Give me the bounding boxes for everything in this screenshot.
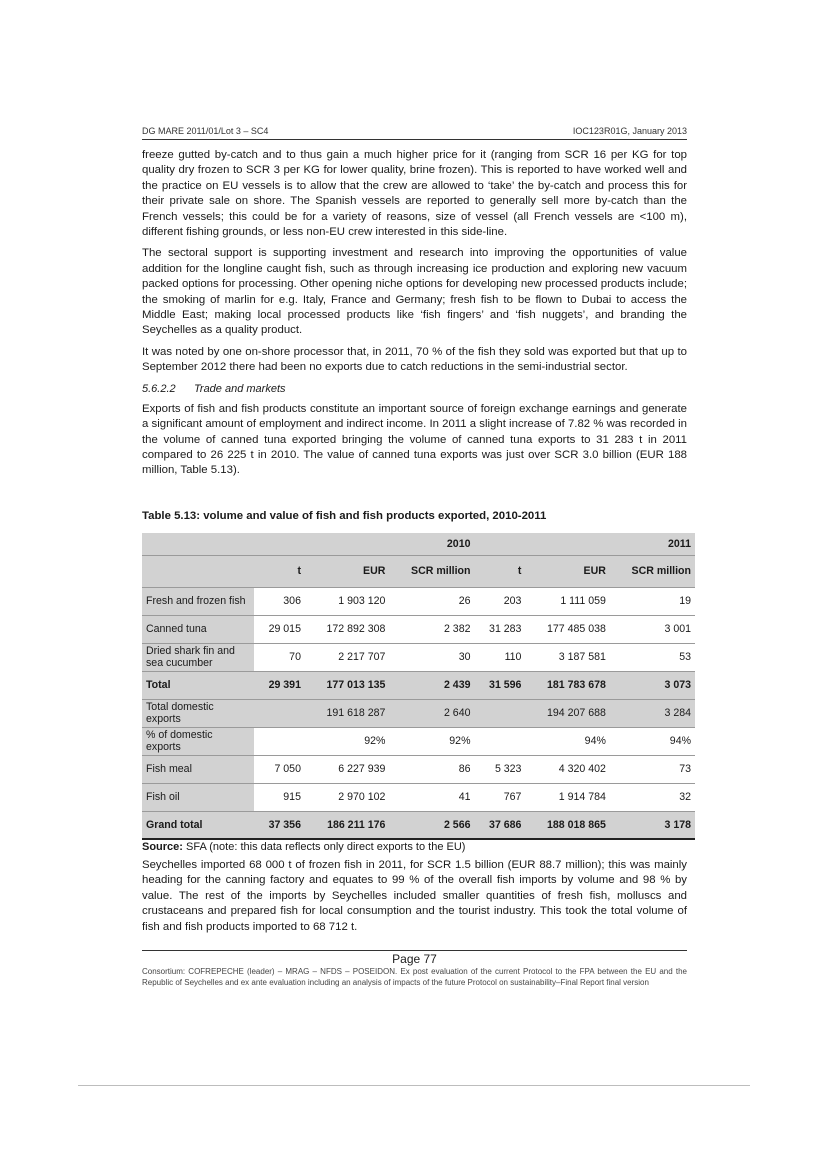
col-scr-2011: SCR million <box>610 555 695 587</box>
cell-t-2011 <box>474 727 525 755</box>
paragraph-sectoral-support: The sectoral support is supporting investment and research into improving the opportunities of value addition for the longline caught fish, such as through increasing ice production and exploring new vacuum packed options for processing. Other opening niche options for developing new processed products include; the smoking of marlin for e.g. Italy, France and Germany; fresh fish to be flown to Dubai to access the Middle East; making local processed products like ‘fish fingers’ and ‘fish nuggets’, and branding the Seychelles as a quality product. <box>142 247 687 337</box>
cell-eur-2010: 1 903 120 <box>305 587 389 615</box>
source-label: Source: <box>142 841 183 853</box>
cell-eur-2011: 3 187 581 <box>525 643 609 671</box>
cell-t-2010 <box>254 699 305 727</box>
year-2011: 2011 <box>610 533 695 555</box>
cell-eur-2010: 92% <box>305 727 389 755</box>
table-year-header <box>142 533 695 555</box>
table-row <box>142 699 695 727</box>
cell-eur-2011: 181 783 678 <box>525 671 609 699</box>
header-right: IOC123R01G, January 2013 <box>572 126 687 136</box>
cell-scr-2010: 2 640 <box>389 699 474 727</box>
cell-eur-2010: 186 211 176 <box>305 811 389 839</box>
cell-scr-2010: 26 <box>389 587 474 615</box>
subsection-title: Trade and markets <box>194 382 286 395</box>
cell-t-2011: 110 <box>474 643 525 671</box>
year-2010: 2010 <box>389 533 474 555</box>
table-caption: Table 5.13: volume and value of fish and fish products exported, 2010-2011 <box>142 510 547 522</box>
cell-t-2011: 37 686 <box>474 811 525 839</box>
footer-rule <box>142 950 687 951</box>
cell-scr-2011: 94% <box>610 727 695 755</box>
source-text: SFA (note: this data reflects only direct exports to the EU) <box>182 841 466 853</box>
page-bottom-divider <box>78 1085 750 1086</box>
row-label: Total <box>142 671 254 699</box>
cell-scr-2010: 86 <box>389 755 474 783</box>
cell-eur-2011: 188 018 865 <box>525 811 609 839</box>
paragraph-imports: Seychelles imported 68 000 t of frozen fish in 2011, for SCR 1.5 billion (EUR 88.7 million); this was mainly heading for the canning factory and equates to 99 % of the overall fish imports by volume and 98 % by value. The rest of the imports by Seychelles included smaller quantities of fresh fish, molluscs and crustaceans and prepared fish for local consumption and the tourist industry. This took the total volume of fish and fish products imported to 68 712 t. <box>142 859 687 933</box>
cell-scr-2010: 92% <box>389 727 474 755</box>
cell-t-2010: 7 050 <box>254 755 305 783</box>
cell-scr-2010: 2 382 <box>389 615 474 643</box>
paragraph-trade: Exports of fish and fish products constitute an important source of foreign exchange earnings and generate a significant amount of employment and indirect income. In 2011 a slight increase of 7.82 % was recorded in the volume of canned tuna exported bringing the volume of canned tuna exports to 31 283 t in 2011 compared to 26 225 t in 2010. The value of canned tuna exports was just over SCR 3.0 billion (EUR 188 million, Table 5.13). <box>142 402 687 477</box>
body-text <box>142 148 687 485</box>
paragraph-onshore-processor: It was noted by one on-shore processor that, in 2011, 70 % of the fish they sold was exported but that up to September 2012 there had been no exports due to catch reductions in the semi-industrial sector. <box>142 345 687 374</box>
cell-eur-2011: 1 914 784 <box>525 783 609 811</box>
header-left: DG MARE 2011/01/Lot 3 – SC4 <box>142 126 269 136</box>
cell-t-2010: 29 391 <box>254 671 305 699</box>
cell-t-2010: 70 <box>254 643 305 671</box>
row-label: Canned tuna <box>142 615 254 643</box>
cell-scr-2010: 2 566 <box>389 811 474 839</box>
row-label: Fresh and frozen fish <box>142 587 254 615</box>
header-rule <box>142 139 687 140</box>
cell-eur-2010: 6 227 939 <box>305 755 389 783</box>
table-row <box>142 727 695 755</box>
cell-t-2010: 37 356 <box>254 811 305 839</box>
table-row <box>142 643 695 671</box>
table-row <box>142 587 695 615</box>
cell-t-2010: 29 015 <box>254 615 305 643</box>
col-eur-2010: EUR <box>305 555 389 587</box>
cell-scr-2010: 30 <box>389 643 474 671</box>
cell-scr-2011: 32 <box>610 783 695 811</box>
cell-t-2011: 767 <box>474 783 525 811</box>
table-column-header <box>142 555 695 587</box>
cell-scr-2011: 73 <box>610 755 695 783</box>
cell-scr-2011: 3 001 <box>610 615 695 643</box>
running-header <box>142 126 687 140</box>
cell-t-2011: 31 596 <box>474 671 525 699</box>
col-t-2011: t <box>474 555 525 587</box>
consortium-note: Consortium: COFREPECHE (leader) – MRAG – NFDS – POSEIDON. Ex post evaluation of the current Protocol to the FPA between the EU and the Republic of Seychelles and ex ante evaluation including an analysis of impacts of the future Protocol on sustainability–Final Report final version <box>142 967 687 987</box>
cell-t-2011: 203 <box>474 587 525 615</box>
cell-scr-2011: 3 073 <box>610 671 695 699</box>
row-label: Grand total <box>142 811 254 839</box>
cell-scr-2011: 3 178 <box>610 811 695 839</box>
row-label: Dried shark fin and sea cucumber <box>142 643 254 671</box>
cell-scr-2010: 41 <box>389 783 474 811</box>
cell-t-2010: 306 <box>254 587 305 615</box>
cell-eur-2011: 4 320 402 <box>525 755 609 783</box>
cell-t-2011: 31 283 <box>474 615 525 643</box>
row-label: % of domestic exports <box>142 727 254 755</box>
cell-eur-2010: 177 013 135 <box>305 671 389 699</box>
cell-eur-2011: 177 485 038 <box>525 615 609 643</box>
row-label: Total domestic exports <box>142 699 254 727</box>
cell-eur-2010: 2 970 102 <box>305 783 389 811</box>
cell-eur-2010: 2 217 707 <box>305 643 389 671</box>
cell-t-2010 <box>254 727 305 755</box>
cell-scr-2011: 53 <box>610 643 695 671</box>
table-row-total <box>142 671 695 699</box>
cell-scr-2010: 2 439 <box>389 671 474 699</box>
cell-eur-2011: 94% <box>525 727 609 755</box>
col-eur-2011: EUR <box>525 555 609 587</box>
cell-t-2011 <box>474 699 525 727</box>
cell-scr-2011: 19 <box>610 587 695 615</box>
cell-t-2011: 5 323 <box>474 755 525 783</box>
cell-eur-2010: 191 618 287 <box>305 699 389 727</box>
table-row-grand-total <box>142 811 695 839</box>
page-number: Page 77 <box>392 952 437 966</box>
cell-eur-2011: 194 207 688 <box>525 699 609 727</box>
subsection-heading <box>142 382 687 397</box>
cell-scr-2011: 3 284 <box>610 699 695 727</box>
table-row <box>142 783 695 811</box>
cell-eur-2011: 1 111 059 <box>525 587 609 615</box>
cell-eur-2010: 172 892 308 <box>305 615 389 643</box>
exports-table <box>142 533 695 840</box>
paragraph-bycatch: freeze gutted by-catch and to thus gain a much higher price for it (ranging from SCR 16 per KG for top quality dry frozen to SCR 3 per KG for lower quality, brine frozen). This is reported to have worked well and the practice on EU vessels is to allow that the crew are allowed to ‘take’ the by-catch and process this for their private sale on shore. The Spanish vessels are reported to generally sell more by-catch than the French vessels; this could be for a variety of reasons, size of vessel (all French vessels are <100 m), different fishing grounds, or less non-EU crew interested in this side-line. <box>142 149 687 239</box>
cell-t-2010: 915 <box>254 783 305 811</box>
row-label: Fish oil <box>142 783 254 811</box>
subsection-number: 5.6.2.2 <box>142 382 176 395</box>
col-scr-2010: SCR million <box>389 555 474 587</box>
table-row <box>142 755 695 783</box>
table-source <box>142 841 465 853</box>
row-label: Fish meal <box>142 755 254 783</box>
col-t-2010: t <box>254 555 305 587</box>
table-row <box>142 615 695 643</box>
